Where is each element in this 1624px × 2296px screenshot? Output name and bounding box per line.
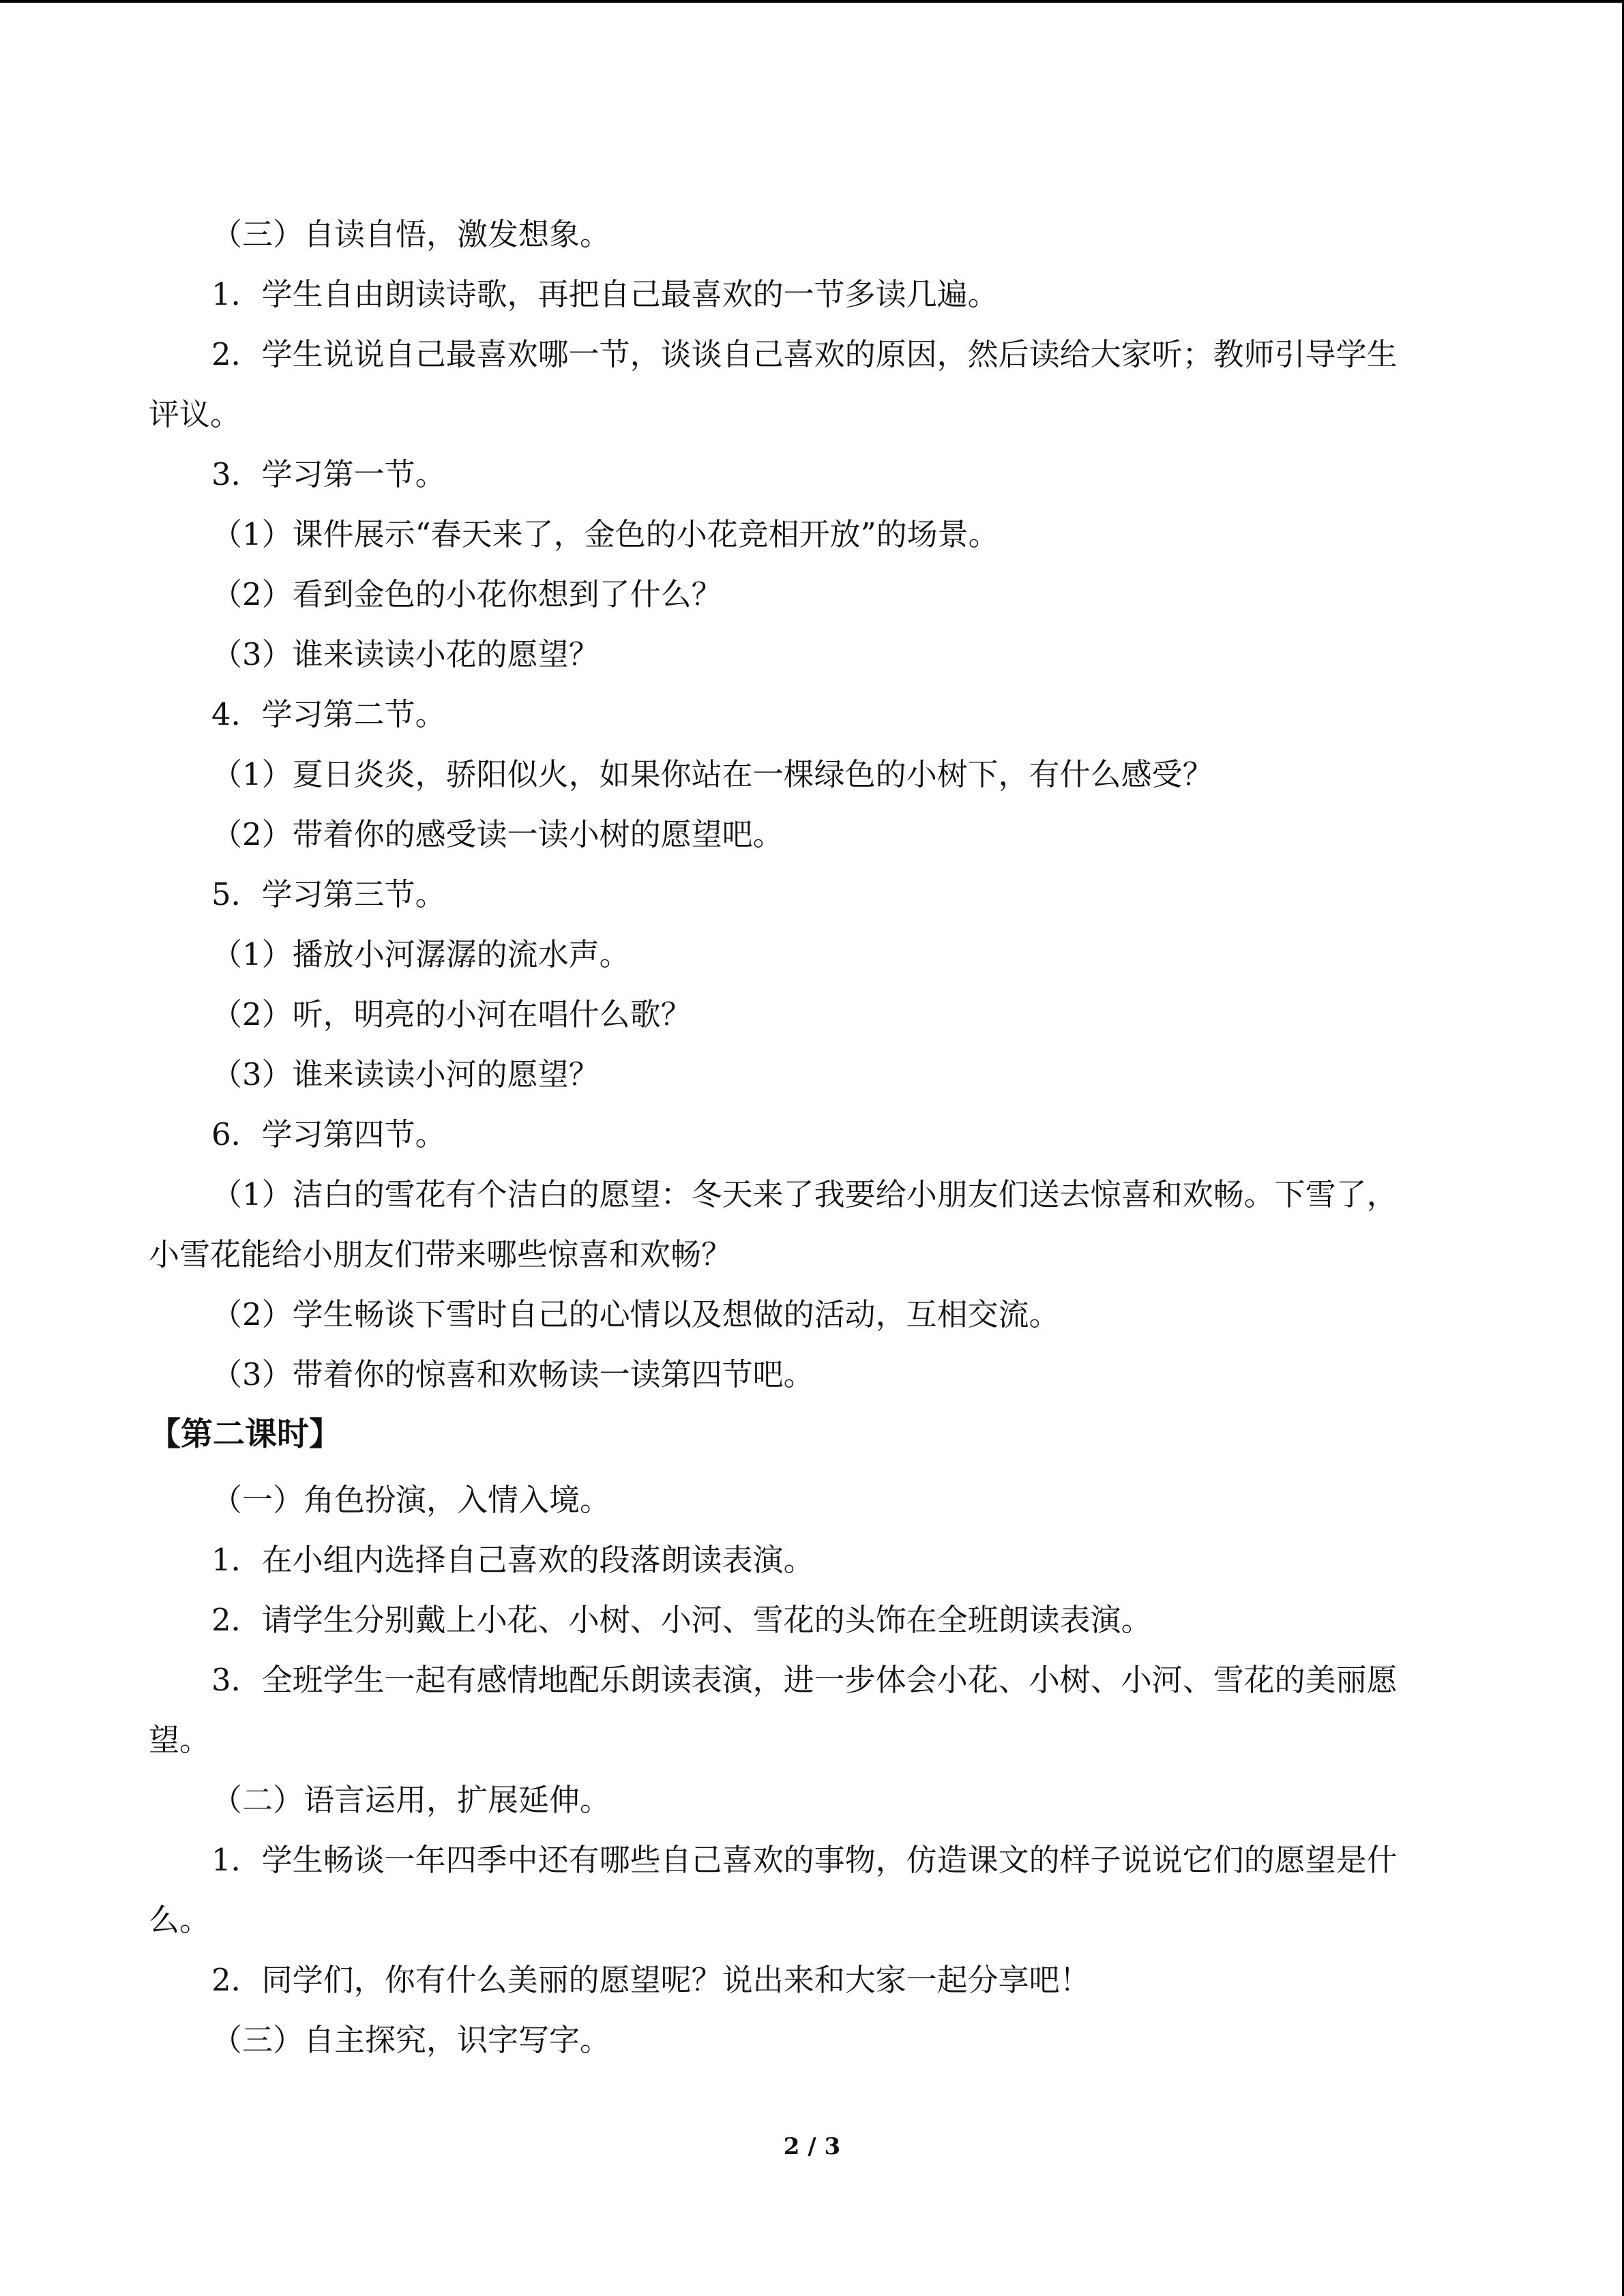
paragraph-step-5-item-3: （3）谁来读读小河的愿望？ bbox=[211, 1056, 600, 1092]
paragraph-language-use-2: 2．同学们，你有什么美丽的愿望呢？说出来和大家一起分享吧！ bbox=[211, 1962, 1091, 1998]
paragraph-step-4-item-2: （2）带着你的感受读一读小树的愿望吧。 bbox=[211, 816, 784, 852]
document-body bbox=[149, 205, 1475, 2070]
paragraph-heading-language-use: （二）语言运用，扩展延伸。 bbox=[211, 1782, 611, 1818]
paragraph-step-5: 5．学习第三节。 bbox=[211, 876, 446, 912]
paragraph-step-4: 4．学习第二节。 bbox=[211, 696, 446, 732]
page-top-border bbox=[0, 0, 1624, 3]
paragraph-step-6-item-2: （2）学生畅谈下雪时自己的心情以及想做的活动，互相交流。 bbox=[211, 1296, 1060, 1332]
paragraph-step-5-item-2: （2）听，明亮的小河在唱什么歌？ bbox=[211, 996, 692, 1032]
section-heading-second-lesson: 【第二课时】 bbox=[149, 1416, 341, 1453]
paragraph-step-3: 3．学习第一节。 bbox=[211, 456, 446, 492]
paragraph-step-6-item-1: （1）洁白的雪花有个洁白的愿望：冬天来了我要给小朋友们送去惊喜和欢畅。下雪了， bbox=[211, 1176, 1398, 1212]
paragraph-step-2: 2．学生说说自己最喜欢哪一节，谈谈自己喜欢的原因，然后读给大家听；教师引导学生 bbox=[211, 336, 1398, 372]
paragraph-language-use-1-continued: 么。 bbox=[149, 1902, 211, 1938]
paragraph-step-6-item-3: （3）带着你的惊喜和欢畅读一读第四节吧。 bbox=[211, 1356, 814, 1392]
paragraph-step-3-item-2: （2）看到金色的小花你想到了什么？ bbox=[211, 576, 722, 612]
paragraph-step-5-item-1: （1）播放小河潺潺的流水声。 bbox=[211, 936, 630, 972]
paragraph-heading-self-exploration: （三）自主探究，识字写字。 bbox=[211, 2022, 611, 2058]
paragraph-step-6: 6．学习第四节。 bbox=[211, 1116, 446, 1152]
paragraph-role-play-3: 3．全班学生一起有感情地配乐朗读表演，进一步体会小花、小树、小河、雪花的美丽愿 bbox=[211, 1662, 1398, 1698]
paragraph-step-3-item-1: （1）课件展示“春天来了，金色的小花竞相开放”的场景。 bbox=[211, 516, 999, 552]
paragraph-step-6-item-1-continued: 小雪花能给小朋友们带来哪些惊喜和欢畅？ bbox=[149, 1236, 733, 1272]
paragraph-step-1: 1．学生自由朗读诗歌，再把自己最喜欢的一节多读几遍。 bbox=[211, 276, 999, 312]
paragraph-heading-self-reading: （三）自读自悟，激发想象。 bbox=[211, 216, 611, 252]
page-number: 2 / 3 bbox=[783, 2133, 841, 2160]
paragraph-step-4-item-1: （1）夏日炎炎，骄阳似火，如果你站在一棵绿色的小树下，有什么感受？ bbox=[211, 756, 1213, 792]
paragraph-language-use-1: 1．学生畅谈一年四季中还有哪些自己喜欢的事物，仿造课文的样子说说它们的愿望是什 bbox=[211, 1842, 1398, 1878]
paragraph-role-play-1: 1．在小组内选择自己喜欢的段落朗读表演。 bbox=[211, 1542, 814, 1578]
paragraph-heading-role-play: （一）角色扮演，入情入境。 bbox=[211, 1482, 611, 1518]
paragraph-role-play-3-continued: 望。 bbox=[149, 1722, 211, 1758]
paragraph-step-2-continued: 评议。 bbox=[149, 396, 241, 432]
paragraph-step-3-item-3: （3）谁来读读小花的愿望？ bbox=[211, 636, 600, 672]
paragraph-role-play-2: 2．请学生分别戴上小花、小树、小河、雪花的头饰在全班朗读表演。 bbox=[211, 1602, 1152, 1638]
